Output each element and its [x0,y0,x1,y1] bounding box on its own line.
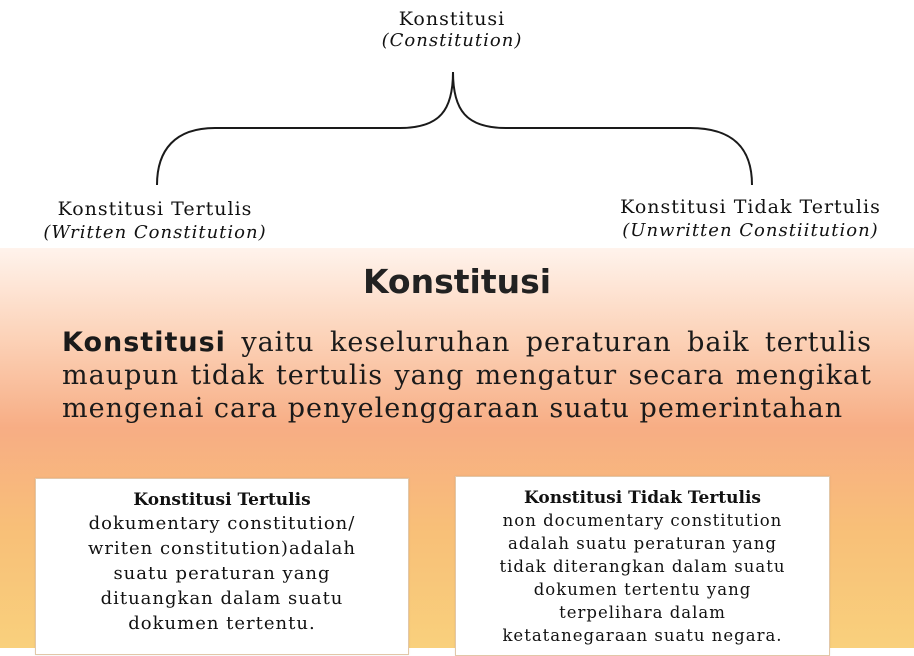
unwritten-box-line: adalah suatu peraturan yang [508,534,777,553]
definition-body: yaitu keseluruhan peraturan baik tertulis maupun tidak tertulis yang mengatur secara mengikat mengenai cara penyelenggaraan suatu pemerintahan [62,327,872,424]
root-subtitle: (Constitution) [381,30,523,51]
written-box-line: dituangkan dalam suatu [100,588,344,609]
left-node-title: Konstitusi Tertulis [57,198,253,220]
definition-term: Konstitusi [62,327,226,358]
unwritten-box-line: dokumen tertentu yang [533,580,752,599]
written-box-line: dokumentary constitution/ [88,513,356,534]
written-box-body [36,511,408,636]
hierarchy-diagram [0,0,914,250]
definition-text [62,326,872,425]
unwritten-box-title: Konstitusi Tidak Tertulis [523,488,762,508]
unwritten-box-line: ketatanegaraan suatu negara. [502,626,783,645]
written-box-line: dokumen tertentu. [128,613,316,634]
unwritten-box-line: non documentary constitution [502,511,783,530]
right-node [598,195,903,243]
written-constitution-box [35,478,409,655]
right-node-title: Konstitusi Tidak Tertulis [620,196,881,218]
left-node-subtitle: (Written Constitution) [43,222,267,243]
unwritten-box-line: tidak diterangkan dalam suatu [499,557,786,576]
root-node [350,8,554,52]
written-box-title: Konstitusi Tertulis [133,490,311,510]
panel-title: Konstitusi [362,262,552,301]
left-node [20,197,290,245]
root-title: Konstitusi [398,8,506,30]
unwritten-constitution-box [455,476,830,656]
unwritten-box-line: terpelihara dalam [559,603,726,622]
written-box-line: suatu peraturan yang [113,563,331,584]
definition-panel [0,248,914,648]
written-box-line: writen constitution)adalah [87,538,357,559]
unwritten-box-body [456,509,829,647]
right-node-subtitle: (Unwritten Constiitution) [622,220,879,241]
